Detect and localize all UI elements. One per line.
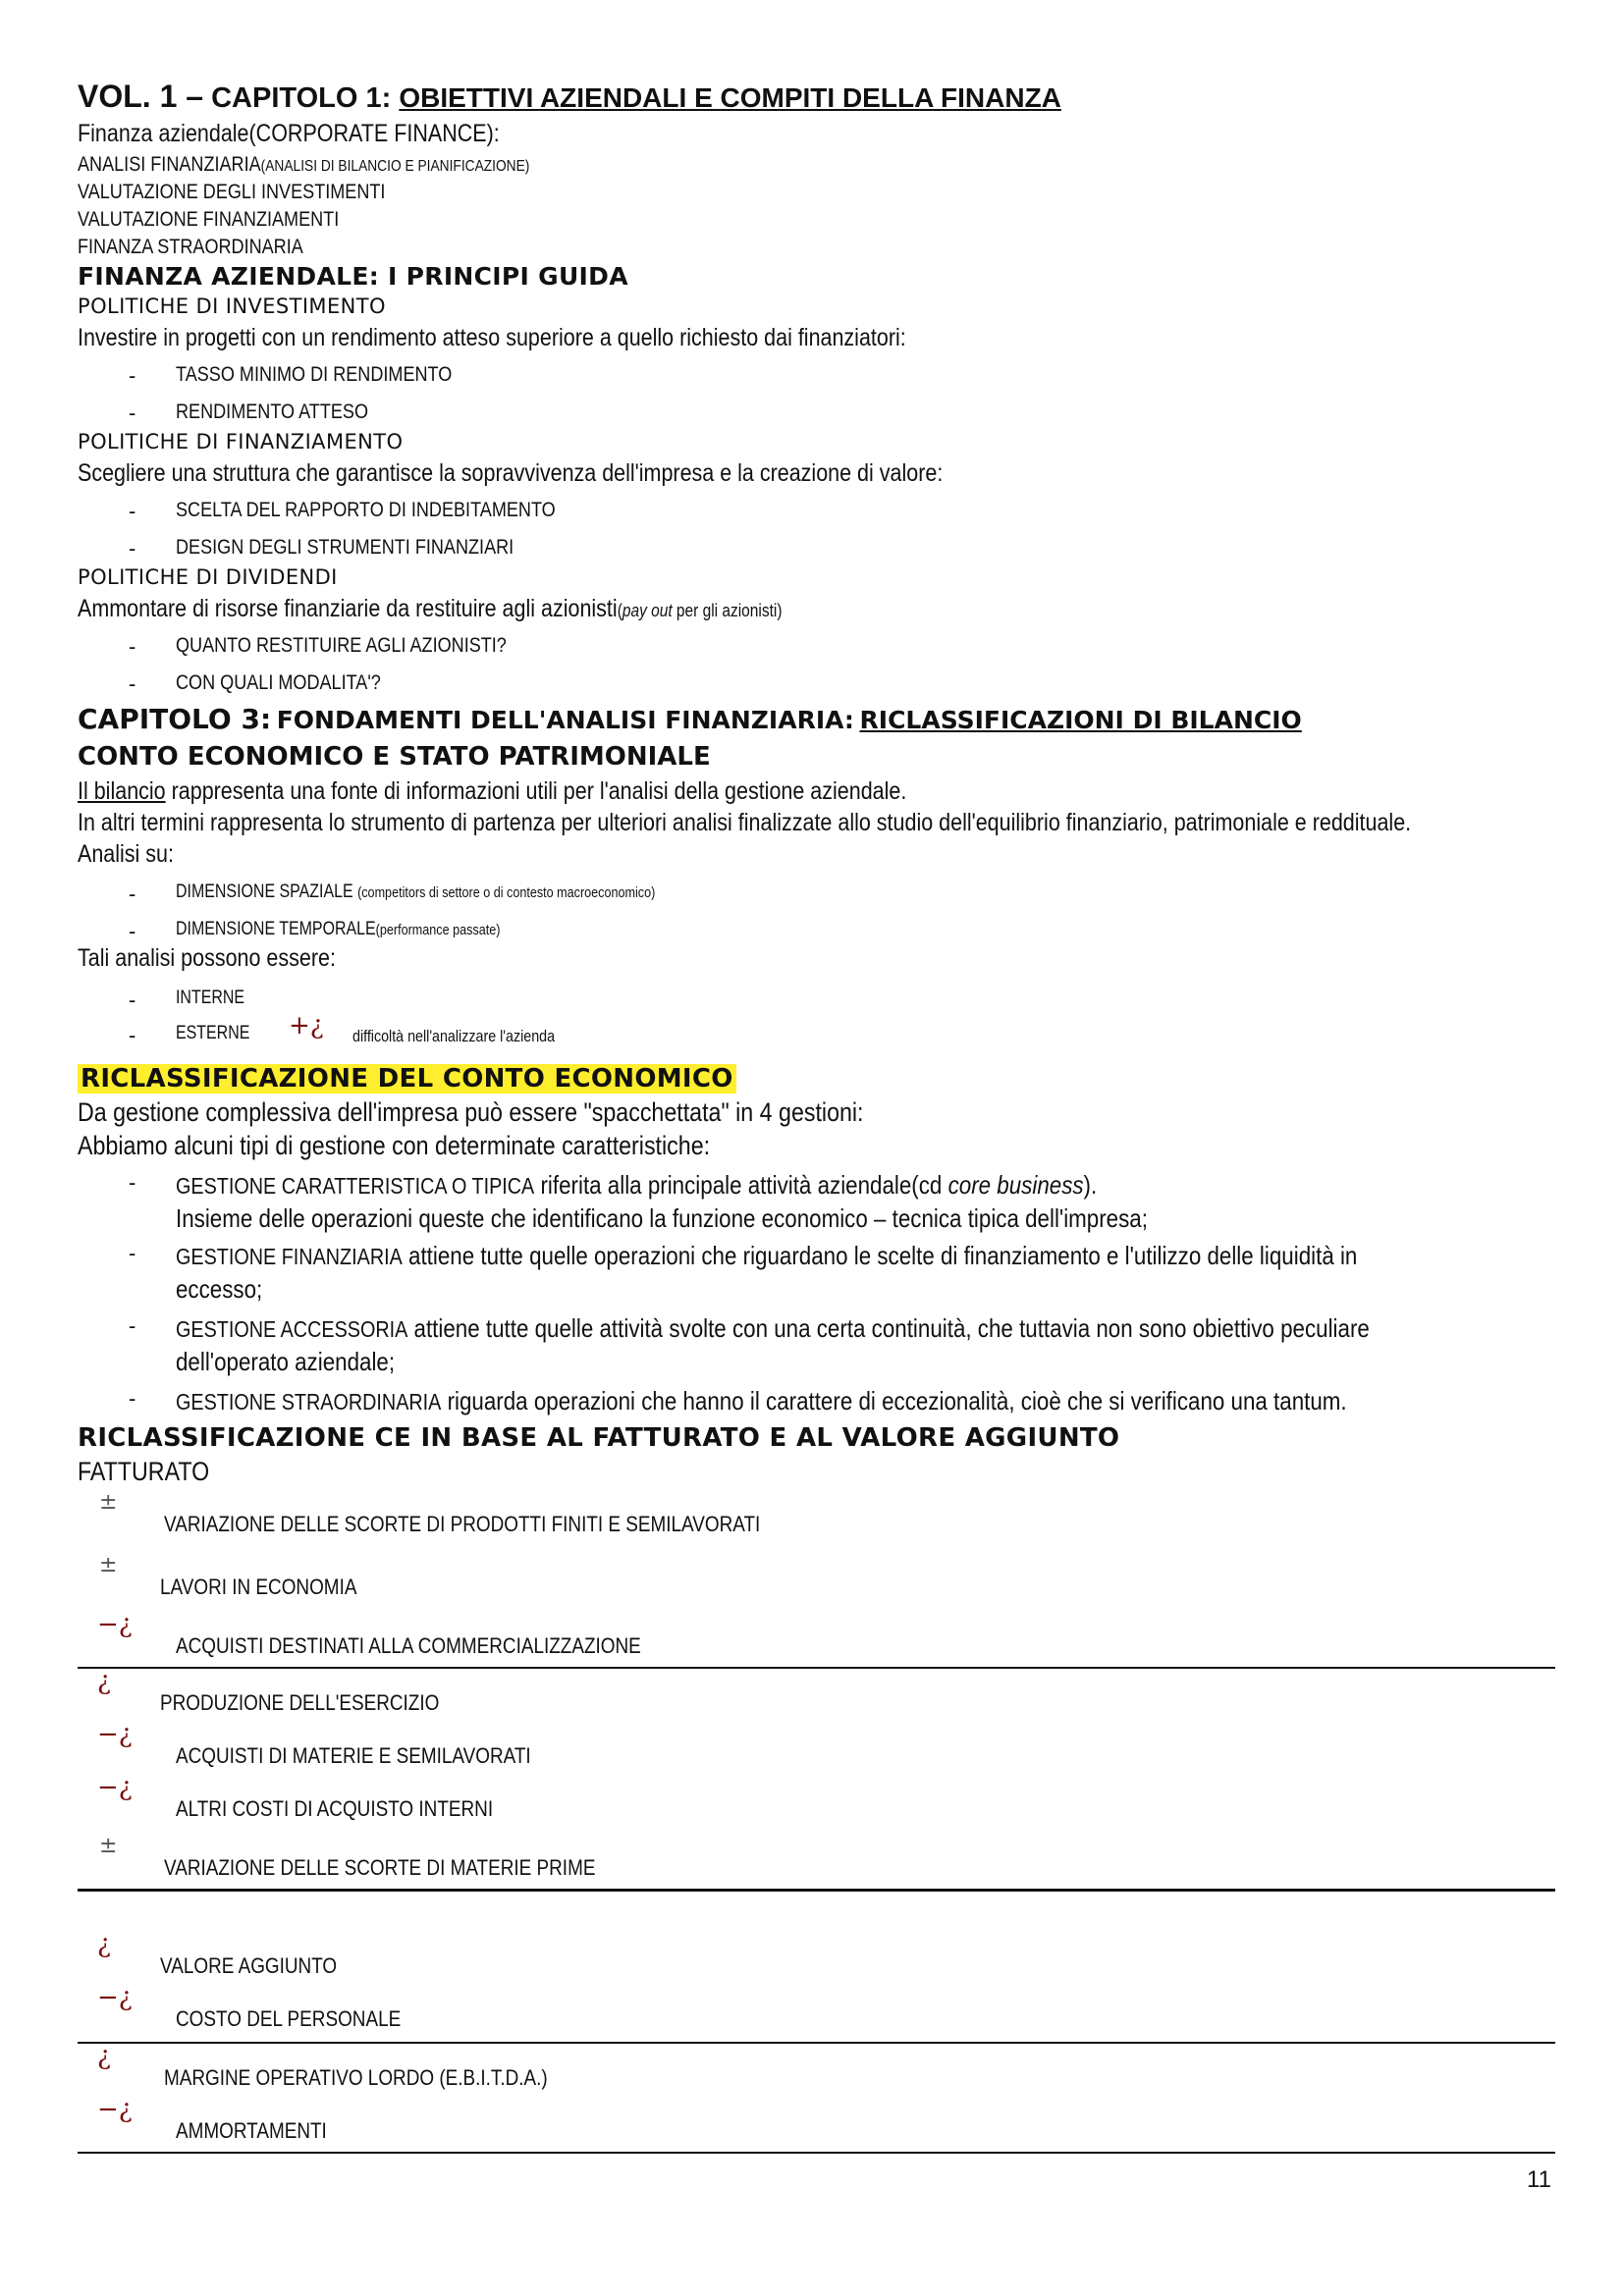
riclass-line1: Da gestione complessiva dell'impresa può essere "spacchettata" in 4 gestioni: [78,1097,864,1127]
row-label: COSTO DEL PERSONALE [176,2006,402,2031]
row-symbol: −¿ [97,1773,133,1802]
dividendi-heading: POLITICHE DI DIVIDENDI [78,565,338,589]
esterne-note: difficoltà nell'analizzare l'azienda [352,1027,556,1045]
investimento-text: Investire in progetti con un rendimento atteso superiore a quello richiesto dai finanziatori: [78,324,906,351]
row-label: ALTRI COSTI DI ACQUISTO INTERNI [176,1796,494,1821]
corporate-item-investimenti: VALUTAZIONE DEGLI INVESTIMENTI [78,181,386,203]
row-symbol: ¿ [97,1930,111,1959]
chapter3-subtitle: CONTO ECONOMICO E STATO PATRIMONIALE [78,742,711,772]
bilancio-line3: Analisi su: [78,840,174,868]
riclass-line2: Abbiamo alcuni tipi di gestione con determinate caratteristiche: [78,1131,711,1160]
gestione-accessoria-cont: dell'operato aziendale; [176,1347,396,1376]
bilancio-line4: Tali analisi possono essere: [78,944,336,972]
principi-heading: FINANZA AZIENDALE: I PRINCIPI GUIDA [78,262,628,291]
row-symbol: −¿ [97,1720,133,1749]
row-label: MARGINE OPERATIVO LORDO (E.B.I.T.D.A.) [164,2065,548,2090]
corporate-intro: Finanza aziendale(CORPORATE FINANCE): [78,120,500,147]
riclass-ce-heading: RICLASSIFICAZIONE DEL CONTO ECONOMICO [78,1064,736,1094]
volume-label: VOL. 1 – [78,79,204,114]
row-symbol: ± [99,1490,118,1515]
page-number: 11 [1527,2166,1551,2193]
row-symbol: ± [99,1553,118,1577]
gestione-finanziaria-cont: eccesso; [176,1274,263,1304]
row-label: LAVORI IN ECONOMIA [160,1575,357,1599]
row-symbol: ¿ [97,1667,111,1696]
row-symbol: ¿ [97,2042,111,2071]
bilancio-line2: In altri termini rappresenta lo strumento di partenza per ulteriori analisi finalizzate allo studio dell'equilibrio finanziario, patrimoniale e reddituale. [78,809,1412,836]
corporate-item-finanziamenti: VALUTAZIONE FINANZIAMENTI [78,208,340,231]
row-symbol: −¿ [97,2095,133,2124]
fatturato-label: FATTURATO [78,1457,210,1486]
row-symbol: ± [99,1834,118,1858]
table-divider [78,2152,1555,2154]
dividendi-text: Ammontare di risorse finanziarie da restituire agli azionisti(pay out per gli azionisti) [78,595,783,622]
finanziamento-text: Scegliere una struttura che garantisce la sopravvivenza dell'impresa e la creazione di valore: [78,459,944,487]
investimento-heading: POLITICHE DI INVESTIMENTO [78,294,386,318]
fatturato-heading: RICLASSIFICAZIONE CE IN BASE AL FATTURATO E AL VALORE AGGIUNTO [78,1423,1120,1453]
chapter3-heading: CAPITOLO 3: FONDAMENTI DELL'ANALISI FINANZIARIA: RICLASSIFICAZIONI DI BILANCIO [78,703,1302,735]
row-label: VARIAZIONE DELLE SCORTE DI MATERIE PRIME [164,1855,596,1880]
chapter1-title: OBIETTIVI AZIENDALI E COMPITI DELLA FINANZA [399,82,1061,113]
gestione-caratteristica-cont: Insieme delle operazioni queste che identificano la funzione economico – tecnica tipica dell'impresa; [176,1203,1148,1233]
corporate-item-straordinaria: FINANZA STRAORDINARIA [78,236,303,258]
bilancio-line1: Il bilancio rappresenta una fonte di informazioni utili per l'analisi della gestione aziendale. [78,777,907,805]
chapter1-label: CAPITOLO 1: [211,82,392,114]
table-divider [78,2042,1555,2044]
row-label: ACQUISTI DESTINATI ALLA COMMERCIALIZZAZIONE [176,1633,641,1658]
row-label: AMMORTAMENTI [176,2118,327,2143]
row-symbol: −¿ [97,1983,133,2012]
row-symbol: −¿ [97,1610,133,1639]
finanziamento-heading: POLITICHE DI FINANZIAMENTO [78,430,404,454]
corporate-item-analisi: ANALISI FINANZIARIA(ANALISI DI BILANCIO E PIANIFICAZIONE) [78,153,530,176]
plus-symbol: +¿ [289,1011,324,1041]
chapter1-heading [78,79,1061,115]
table-divider [78,1889,1555,1892]
row-label: VALORE AGGIUNTO [160,1953,338,1978]
row-label: ACQUISTI DI MATERIE E SEMILAVORATI [176,1743,531,1768]
row-label: PRODUZIONE DELL'ESERCIZIO [160,1690,440,1715]
table-divider [78,1667,1555,1669]
row-label: VARIAZIONE DELLE SCORTE DI PRODOTTI FINITI E SEMILAVORATI [164,1512,761,1536]
